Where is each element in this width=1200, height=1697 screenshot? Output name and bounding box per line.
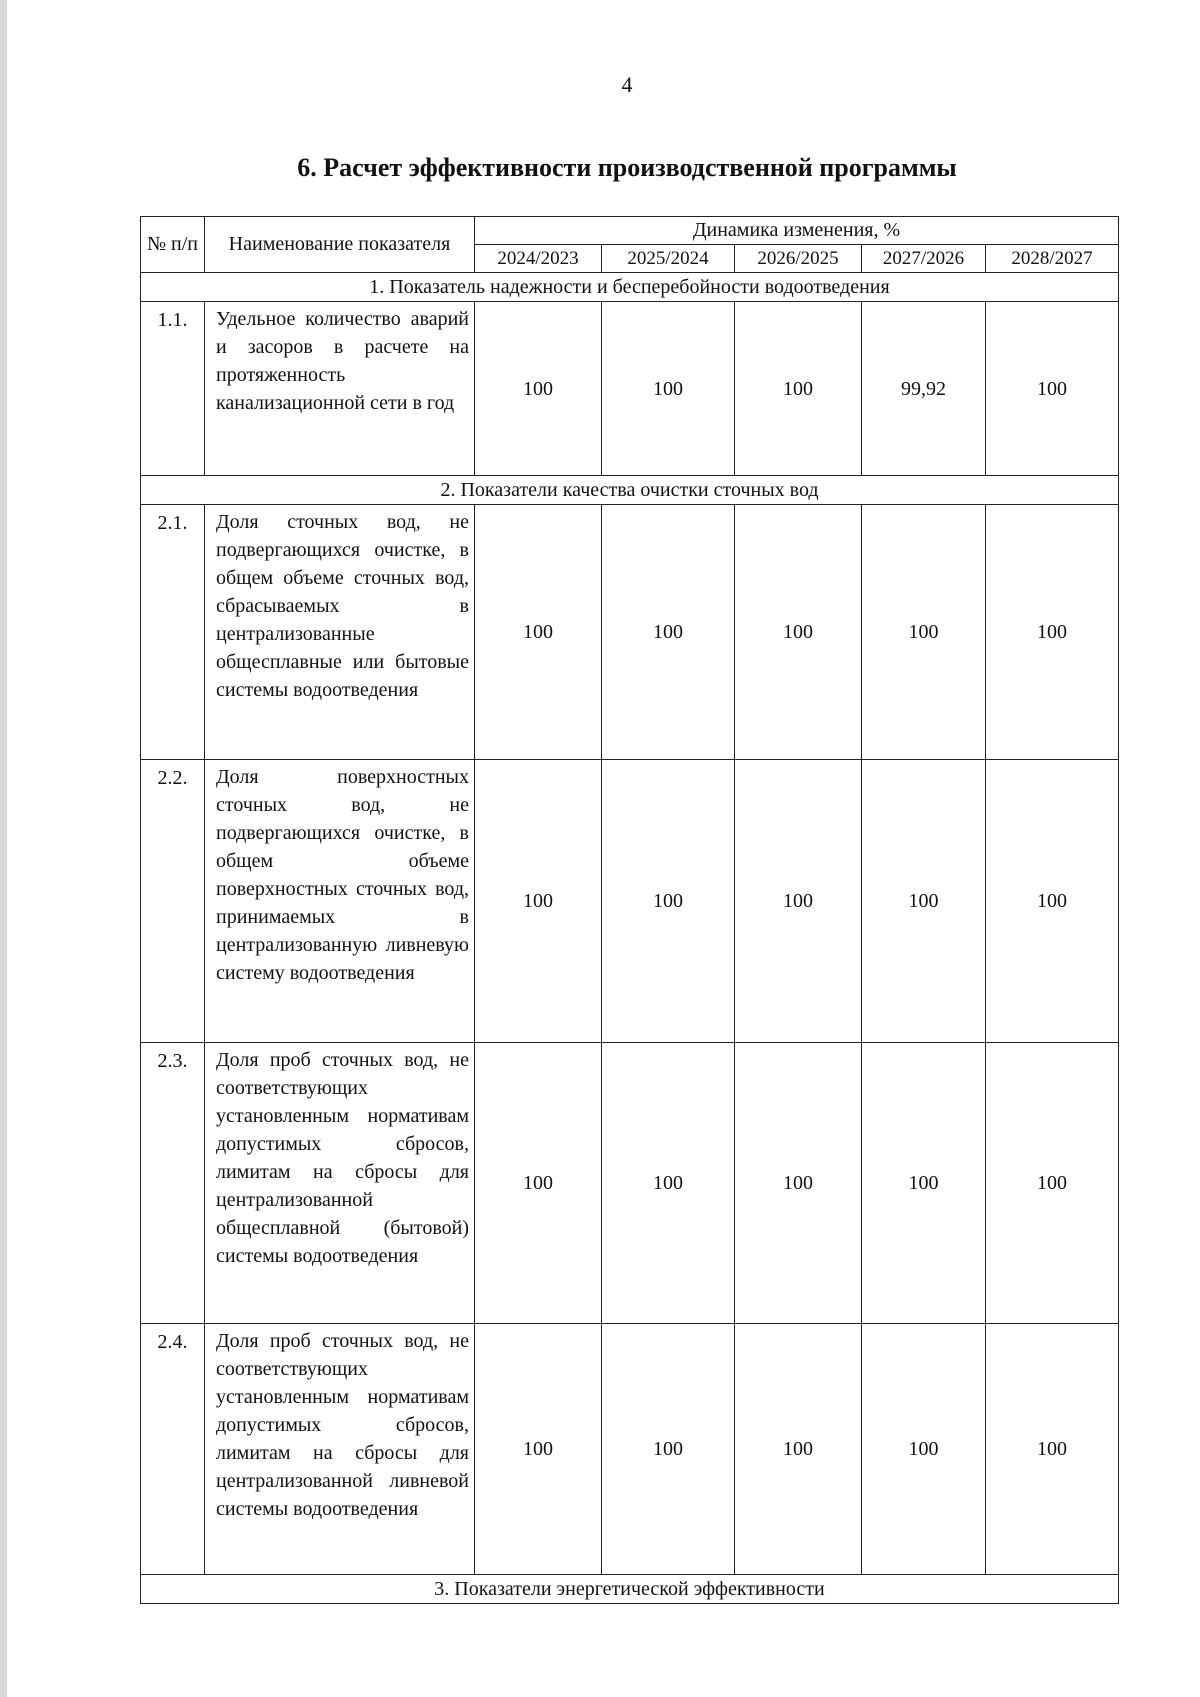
scan-edge <box>0 0 7 1697</box>
table-row <box>141 1043 1119 1324</box>
column-header-year: 2024/2023 <box>475 245 602 273</box>
row-value: 100 <box>602 1324 735 1575</box>
row-value: 100 <box>602 302 735 476</box>
table-row <box>141 505 1119 760</box>
row-number: 2.4. <box>141 1324 205 1575</box>
row-number: 2.2. <box>141 760 205 1043</box>
row-value: 100 <box>986 1043 1119 1324</box>
row-number: 2.1. <box>141 505 205 760</box>
row-value: 100 <box>475 760 602 1043</box>
column-header-year: 2027/2026 <box>862 245 986 273</box>
row-name: Доля проб сточных вод, не соответствующих установленным нормативам допустимых сбросов, лимитам на сбросы для централизованной общесплавной (бытовой) системы водоотведения <box>205 1043 475 1324</box>
row-number: 2.3. <box>141 1043 205 1324</box>
row-name: Удельное количество аварий и засоров в расчете на протяженность канализационной сети в год <box>205 302 475 476</box>
row-value: 100 <box>735 1043 862 1324</box>
row-value: 100 <box>862 505 986 760</box>
table-row <box>141 760 1119 1043</box>
table-row <box>141 1324 1119 1575</box>
row-value: 100 <box>475 1324 602 1575</box>
column-header-number: № п/п <box>141 217 205 273</box>
row-value: 100 <box>986 760 1119 1043</box>
row-value: 100 <box>862 1043 986 1324</box>
column-header-name: Наименование показателя <box>205 217 475 273</box>
row-name: Доля проб сточных вод, не соответствующих установленным нормативам допустимых сбросов, лимитам на сбросы для централизованной ливневой системы водоотведения <box>205 1324 475 1575</box>
row-value: 100 <box>602 1043 735 1324</box>
row-value: 100 <box>602 505 735 760</box>
column-header-year: 2026/2025 <box>735 245 862 273</box>
row-value: 100 <box>735 505 862 760</box>
column-header-dynamics: Динамика изменения, % <box>475 217 1119 245</box>
section-title: 1. Показатель надежности и бесперебойности водоотведения <box>141 273 1119 302</box>
section-row <box>141 273 1119 302</box>
row-name: Доля сточных вод, не подвергающихся очистке, в общем объеме сточных вод, сбрасываемых в централизованные общесплавные или бытовые системы водоотведения <box>205 505 475 760</box>
column-header-year: 2025/2024 <box>602 245 735 273</box>
column-header-year: 2028/2027 <box>986 245 1119 273</box>
section-row <box>141 476 1119 505</box>
row-value: 100 <box>862 760 986 1043</box>
table-row <box>141 302 1119 476</box>
section-row <box>141 1575 1119 1604</box>
page-title: 6. Расчет эффективности производственной программы <box>297 153 957 182</box>
section-title: 2. Показатели качества очистки сточных вод <box>141 476 1119 505</box>
row-value: 100 <box>475 1043 602 1324</box>
row-value: 100 <box>602 760 735 1043</box>
row-value: 100 <box>475 302 602 476</box>
row-value: 100 <box>735 760 862 1043</box>
row-value: 100 <box>735 302 862 476</box>
row-value: 100 <box>862 1324 986 1575</box>
row-value: 99,92 <box>862 302 986 476</box>
row-number: 1.1. <box>141 302 205 476</box>
row-value: 100 <box>475 505 602 760</box>
row-value: 100 <box>986 505 1119 760</box>
row-name: Доля поверхностных сточных вод, не подвергающихся очистке, в общем объеме поверхностных сточных вод, принимаемых в централизованную ливневую систему водоотведения <box>205 760 475 1043</box>
row-value: 100 <box>986 1324 1119 1575</box>
efficiency-table <box>140 216 1119 1604</box>
section-title: 3. Показатели энергетической эффективности <box>141 1575 1119 1604</box>
row-value: 100 <box>735 1324 862 1575</box>
row-value: 100 <box>986 302 1119 476</box>
page-number: 4 <box>621 72 633 97</box>
